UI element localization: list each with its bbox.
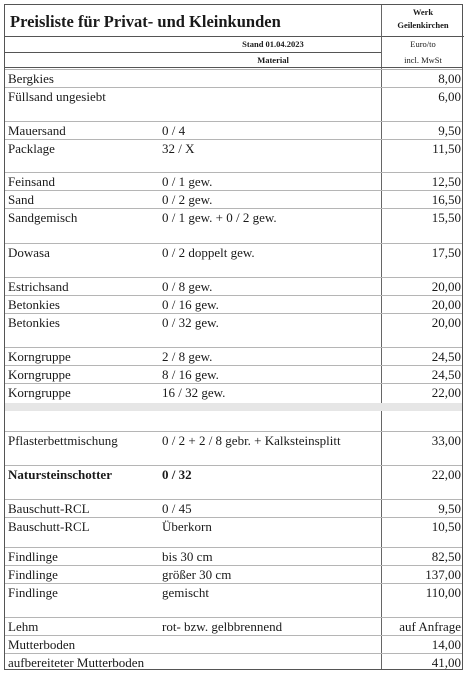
- material-name: Mauersand: [8, 123, 66, 138]
- price-value: 9,50: [438, 123, 461, 138]
- material-name: Pflasterbettmischung: [8, 433, 118, 448]
- price-row: [5, 139, 462, 158]
- material-name: Findlinge: [8, 585, 58, 600]
- price-value: 33,00: [431, 433, 461, 448]
- grain-size-spec: 0 / 32: [162, 467, 192, 482]
- price-value: 15,50: [431, 210, 461, 225]
- price-row: [5, 617, 462, 636]
- header-bottom-border: [5, 67, 462, 68]
- grain-size-spec: rot- bzw. gelbbrennend: [162, 619, 283, 634]
- price-value: 20,00: [431, 297, 461, 312]
- price-value: 6,00: [438, 89, 461, 104]
- price-list-sheet: [4, 4, 463, 670]
- grain-size-spec: größer 30 cm: [162, 567, 232, 582]
- unit-label: Euro/to: [410, 39, 436, 49]
- price-value: 14,00: [431, 637, 461, 652]
- price-row: [5, 277, 462, 296]
- price-value: 22,00: [431, 385, 461, 400]
- grain-size-spec: 0 / 2 gew.: [162, 192, 213, 207]
- unit-tax-label: incl. MwSt: [404, 55, 442, 65]
- material-name: Bergkies: [8, 71, 54, 86]
- material-name: aufbereiteter Mutterboden: [8, 655, 145, 670]
- grain-size-spec: bis 30 cm: [162, 549, 213, 564]
- price-row: [5, 565, 462, 584]
- material-name: Betonkies: [8, 315, 60, 330]
- price-row: [5, 208, 462, 227]
- material-name: Korngruppe: [8, 385, 71, 400]
- price-row: [5, 517, 462, 536]
- material-name: Estrichsand: [8, 279, 69, 294]
- material-name: Füllsand ungesiebt: [8, 89, 106, 104]
- material-name: Korngruppe: [8, 349, 71, 364]
- grain-size-spec: 0 / 8 gew.: [162, 279, 213, 294]
- material-name: Sandgemisch: [8, 210, 78, 225]
- price-row: [5, 69, 462, 88]
- header-divider-right: [382, 36, 464, 37]
- price-row: [5, 365, 462, 384]
- price-row: [5, 635, 462, 654]
- grain-size-spec: 8 / 16 gew.: [162, 367, 219, 382]
- price-value: 10,50: [431, 519, 461, 534]
- price-value: 137,00: [425, 567, 461, 582]
- price-value: 22,00: [431, 467, 461, 482]
- price-row: [5, 583, 462, 602]
- material-name: Bauschutt-RCL: [8, 501, 90, 516]
- grain-size-spec: 16 / 32 gew.: [162, 385, 226, 400]
- price-value: 11,50: [432, 141, 461, 156]
- material-name: Betonkies: [8, 297, 60, 312]
- price-value: 9,50: [438, 501, 461, 516]
- price-row: [5, 431, 462, 450]
- document-title: Preisliste für Privat- und Kleinkunden: [10, 12, 281, 31]
- material-name: Feinsand: [8, 174, 55, 189]
- grain-size-spec: gemischt: [162, 585, 209, 600]
- material-name: Findlinge: [8, 549, 58, 564]
- grain-size-spec: 0 / 1 gew. + 0 / 2 gew.: [162, 210, 277, 225]
- price-value: 82,50: [431, 549, 461, 564]
- grain-size-spec: 32 / X: [162, 141, 195, 156]
- price-row: [5, 313, 462, 332]
- price-row: [5, 295, 462, 314]
- price-value: 41,00: [431, 655, 461, 670]
- material-name: Dowasa: [8, 245, 50, 260]
- section-shading: [5, 403, 462, 411]
- price-row: [5, 653, 462, 672]
- material-name: Sand: [8, 192, 34, 207]
- grain-size-spec: 0 / 45: [162, 501, 192, 516]
- price-value: 110,00: [425, 585, 461, 600]
- material-name: Natursteinschotter: [8, 467, 112, 482]
- price-row: [5, 383, 462, 402]
- price-row: [5, 547, 462, 566]
- material-column-header: Material: [257, 55, 289, 65]
- header-divider: [5, 36, 381, 37]
- grain-size-spec: 0 / 2 doppelt gew.: [162, 245, 255, 260]
- grain-size-spec: 0 / 2 + 2 / 8 gebr. + Kalksteinsplitt: [162, 433, 341, 448]
- price-row: [5, 243, 462, 262]
- material-name: Findlinge: [8, 567, 58, 582]
- price-row: [5, 347, 462, 366]
- price-value: 17,50: [431, 245, 461, 260]
- werk-label: Werk: [412, 7, 434, 17]
- material-name: Mutterboden: [8, 637, 76, 652]
- price-value: 24,50: [431, 367, 461, 382]
- material-name: Packlage: [8, 141, 55, 156]
- price-row: [5, 121, 462, 140]
- price-value: 12,50: [431, 174, 461, 189]
- price-value: 24,50: [431, 349, 461, 364]
- material-name: Lehm: [8, 619, 39, 634]
- grain-size-spec: 0 / 32 gew.: [162, 315, 219, 330]
- header-divider-2: [5, 52, 381, 53]
- werk-location: Geilenkirchen: [397, 20, 449, 30]
- grain-size-spec: 0 / 4: [162, 123, 186, 138]
- material-name: Korngruppe: [8, 367, 71, 382]
- stand-date: Stand 01.04.2023: [242, 39, 304, 49]
- price-row: [5, 499, 462, 518]
- price-row: [5, 87, 462, 106]
- grain-size-spec: 0 / 1 gew.: [162, 174, 213, 189]
- price-row: [5, 190, 462, 209]
- price-value: 20,00: [431, 315, 461, 330]
- price-row: [5, 172, 462, 191]
- grain-size-spec: Überkorn: [162, 519, 212, 534]
- price-row: [5, 465, 462, 484]
- price-value: 16,50: [431, 192, 461, 207]
- price-value: auf Anfrage: [399, 619, 461, 634]
- price-value: 20,00: [431, 279, 461, 294]
- grain-size-spec: 0 / 16 gew.: [162, 297, 219, 312]
- grain-size-spec: 2 / 8 gew.: [162, 349, 213, 364]
- material-name: Bauschutt-RCL: [8, 519, 90, 534]
- price-value: 8,00: [438, 71, 461, 86]
